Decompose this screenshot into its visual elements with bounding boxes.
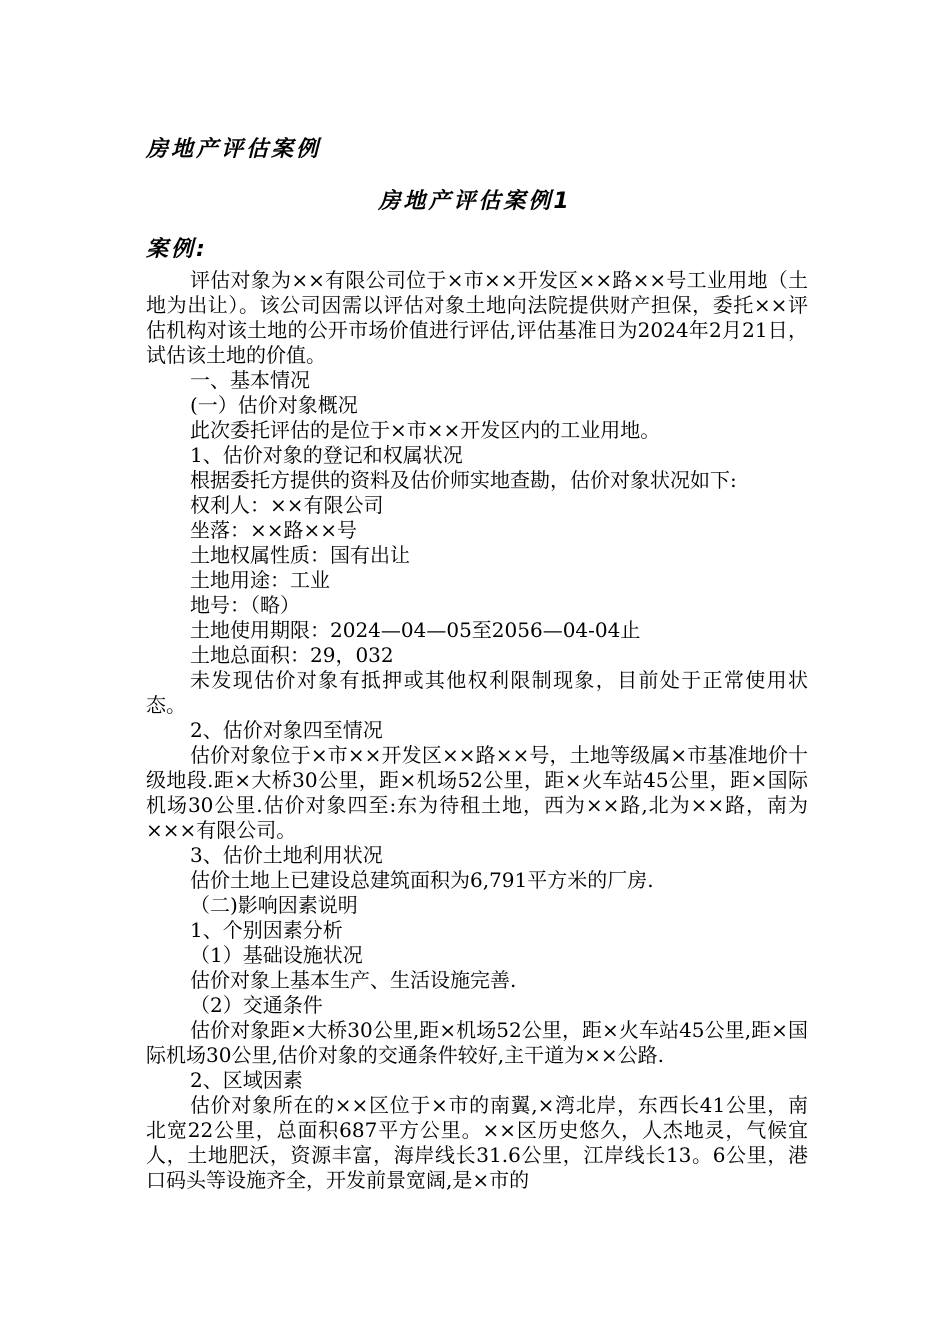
field-total-area: 土地总面积：29，032 [190, 643, 394, 667]
field-location: 坐落：××路××号 [190, 518, 358, 542]
paragraph: 根据委托方提供的资料及估价师实地查勘，估价对象状况如下: [190, 468, 737, 492]
paragraph: 估价对象上基本生产、生活设施完善. [190, 968, 517, 992]
paragraph: 估价土地上已建设总建筑面积为6,791平方米的厂房. [190, 868, 654, 892]
heading-land-utilization: 3、估价土地利用状况 [190, 843, 383, 867]
heading-infrastructure: （1）基础设施状况 [190, 943, 363, 967]
field-land-use: 土地用途：工业 [190, 568, 330, 592]
heading-boundaries: 2、估价对象四至情况 [190, 718, 383, 742]
field-lot-number: 地号：（略） [190, 593, 300, 617]
field-owner: 权利人：××有限公司 [190, 493, 384, 517]
heading-influencing-factors: （二)影响因素说明 [190, 893, 358, 917]
paragraph: 未发现估价对象有抵押或其他权利限制现象，目前处于正常使用状态。 [146, 668, 808, 717]
heading-registration: 1、估价对象的登记和权属状况 [190, 443, 463, 467]
heading-object-overview: (一）估价对象概况 [190, 393, 358, 417]
heading-regional-factors: 2、区域因素 [190, 1068, 303, 1092]
document-title: 房地产评估案例1 [378, 189, 572, 214]
paragraph: 估价对象距×大桥30公里,距×机场52公里，距×火车站45公里,距×国际机场30公里,估价对象的交通条件较好,主干道为××公路. [146, 1018, 808, 1067]
document-body [146, 268, 808, 1193]
heading-basic-info: 一、基本情况 [190, 368, 310, 392]
field-use-period: 土地使用期限：2024—04—05至2056—04-04止 [190, 618, 641, 642]
paragraph-intro: 评估对象为××有限公司位于×市××开发区××路××号工业用地（土地为出让）。该公司因需以评估对象土地向法院提供财产担保，委托××评估机构对该土地的公开市场价值进行评估,评估基准日为2024年2月21日，试估该土地的价值。 [146, 268, 808, 367]
paragraph: 估价对象所在的××区位于×市的南翼,×湾北岸，东西长41公里，南北宽22公里，总面积687平方公里。××区历史悠久，人杰地灵，气候宜人，土地肥沃，资源丰富，海岸线长31.6公里，江岸线长13。6公里，港口码头等设施齐全，开发前景宽阔,是×市的 [146, 1093, 808, 1192]
heading-transport: （2）交通条件 [190, 993, 323, 1017]
heading-individual-factors: 1、个别因素分析 [190, 918, 343, 942]
paragraph: 此次委托评估的是位于×市××开发区内的工业用地。 [190, 418, 661, 442]
field-ownership-type: 土地权属性质：国有出让 [190, 543, 410, 567]
document-header: 房地产评估案例 [146, 137, 322, 162]
paragraph: 估价对象位于×市××开发区××路××号，土地等级属×市基准地价十级地段.距×大桥30公里，距×机场52公里，距×火车站45公里，距×国际机场30公里.估价对象四至:东为待租土地，西为××路,北为××路，南为×××有限公司。 [146, 743, 808, 842]
case-label: 案例: [146, 237, 208, 262]
